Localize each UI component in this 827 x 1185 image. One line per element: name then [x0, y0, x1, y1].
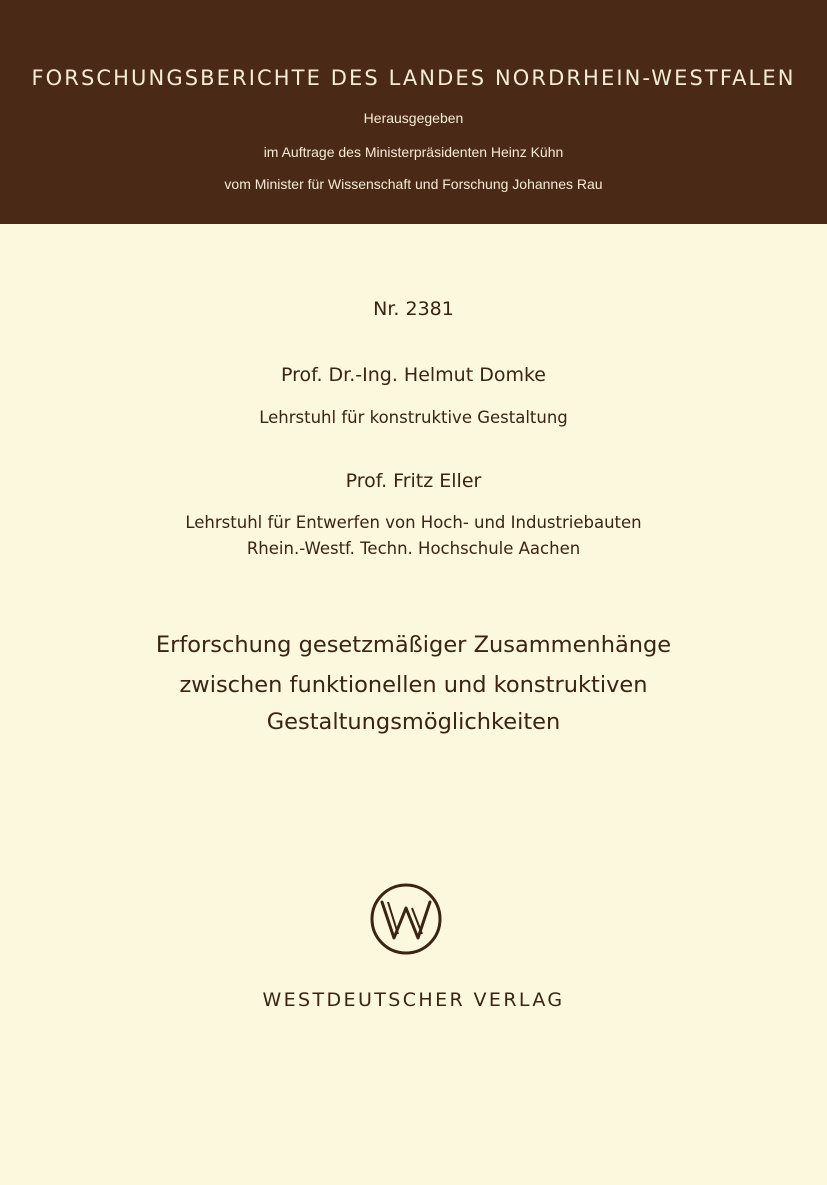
author-name-1: Prof. Dr.-Ing. Helmut Domke	[281, 364, 546, 386]
editor-line-1: Herausgegeben	[363, 110, 464, 126]
editor-line-3: vom Minister für Wissenschaft und Forschung Johannes Rau	[224, 176, 603, 192]
author-chair-1: Lehrstuhl für konstruktive Gestaltung	[259, 408, 568, 427]
editor-line-2: im Auftrage des Ministerpräsidenten Heinz Kühn	[263, 144, 564, 160]
book-title-line-1: Erforschung gesetzmäßiger Zusammenhänge	[155, 632, 672, 658]
author-institution: Rhein.-Westf. Techn. Hochschule Aachen	[246, 539, 581, 558]
series-title: FORSCHUNGSBERICHTE DES LANDES NORDRHEIN-WESTFALEN	[31, 66, 796, 90]
book-title-line-2: zwischen funktionellen und konstruktiven	[179, 672, 648, 698]
publisher-logo-icon	[369, 882, 443, 956]
publisher-name: WESTDEUTSCHER VERLAG	[262, 989, 565, 1011]
book-title-line-3: Gestaltungsmöglichkeiten	[266, 709, 561, 735]
author-name-2: Prof. Fritz Eller	[345, 470, 482, 492]
report-number: Nr. 2381	[373, 298, 454, 320]
author-chair-2: Lehrstuhl für Entwerfen von Hoch- und Industriebauten	[185, 513, 642, 532]
header-band	[0, 0, 827, 224]
